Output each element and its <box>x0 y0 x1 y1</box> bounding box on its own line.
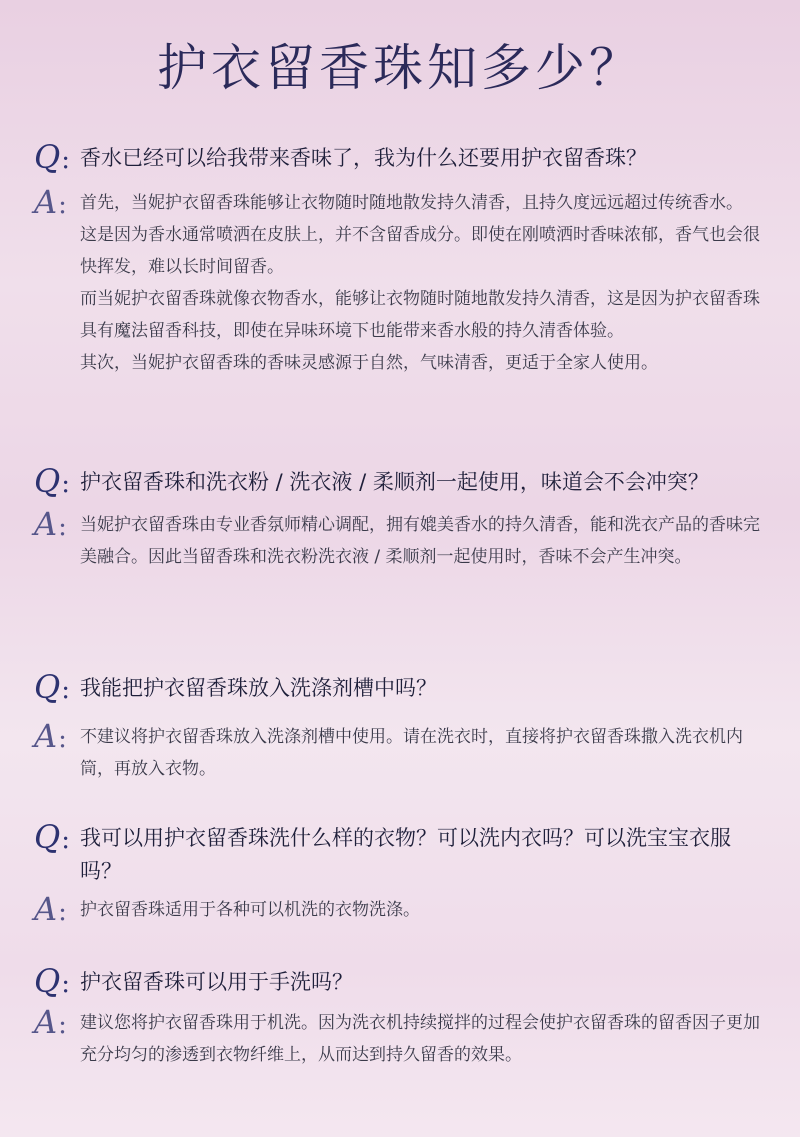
question-text: 护衣留香珠可以用于手洗吗？ <box>80 970 353 994</box>
question-row <box>0 138 800 176</box>
answer-paragraph: 首先，当妮护衣留香珠能够让衣物随时随地散发持久清香，且持久度远远超过传统香水。 <box>80 193 743 213</box>
q-marker: Q: <box>34 962 70 1000</box>
faq-item <box>0 462 800 573</box>
answer-text <box>80 894 772 926</box>
faq-item <box>0 962 800 1071</box>
faq-item <box>0 818 800 928</box>
answer-paragraph: 其次，当妮护衣留香珠的香味灵感源于自然，气味清香，更适于全家人使用。 <box>80 353 658 373</box>
question-text: 香水已经可以给我带来香味了，我为什么还要用护衣留香珠？ <box>80 146 647 170</box>
answer-paragraph: 建议您将护衣留香珠用于机洗。因为洗衣机持续搅拌的过程会使护衣留香珠的留香因子更加充分均匀的渗透到衣物纤维上，从而达到持久留香的效果。 <box>80 1013 760 1065</box>
question-row <box>0 668 800 706</box>
question-text: 我可以用护衣留香珠洗什么样的衣物？可以洗内衣吗？可以洗宝宝衣服吗？ <box>80 826 731 883</box>
a-marker: A: <box>34 890 67 928</box>
question-row <box>0 818 800 888</box>
page-title: 护衣留香珠知多少？ <box>157 39 643 97</box>
a-marker: A: <box>34 183 67 221</box>
answer-row <box>0 1003 800 1071</box>
a-marker: A: <box>34 717 67 755</box>
question-text: 我能把护衣留香珠放入洗涤剂槽中吗？ <box>80 676 437 700</box>
answer-text <box>80 721 772 785</box>
answer-paragraph: 护衣留香珠适用于各种可以机洗的衣物洗涤。 <box>80 900 420 920</box>
faq-item <box>0 668 800 785</box>
faq-item <box>0 138 800 379</box>
question-row <box>0 462 800 500</box>
a-marker: A: <box>34 1003 67 1041</box>
answer-text <box>80 187 772 379</box>
answer-paragraph: 不建议将护衣留香珠放入洗涤剂槽中使用。请在洗衣时，直接将护衣留香珠撒入洗衣机内筒，再放入衣物。 <box>80 727 743 779</box>
q-marker: Q: <box>34 818 70 856</box>
answer-text <box>80 1007 772 1071</box>
answer-row <box>0 183 800 379</box>
answer-row <box>0 505 800 573</box>
answer-paragraph: 而当妮护衣留香珠就像衣物香水，能够让衣物随时随地散发持久清香，这是因为护衣留香珠具有魔法留香科技，即使在异味环境下也能带来香水般的持久清香体验。 <box>80 289 760 341</box>
answer-paragraph: 这是因为香水通常喷洒在皮肤上，并不含留香成分。即使在刚喷洒时香味浓郁，香气也会很快挥发，难以长时间留香。 <box>80 225 760 277</box>
answer-row <box>0 717 800 785</box>
q-marker: Q: <box>34 668 70 706</box>
question-text: 护衣留香珠和洗衣粉 / 洗衣液 / 柔顺剂一起使用，味道会不会冲突？ <box>80 470 709 494</box>
a-marker: A: <box>34 505 67 543</box>
answer-text <box>80 509 772 573</box>
answer-paragraph: 当妮护衣留香珠由专业香氛师精心调配，拥有媲美香水的持久清香，能和洗衣产品的香味完美融合。因此当留香珠和洗衣粉洗衣液 / 柔顺剂一起使用时，香味不会产生冲突。 <box>80 515 760 567</box>
question-row <box>0 962 800 1000</box>
q-marker: Q: <box>34 138 70 176</box>
q-marker: Q: <box>34 462 70 500</box>
answer-row <box>0 890 800 928</box>
